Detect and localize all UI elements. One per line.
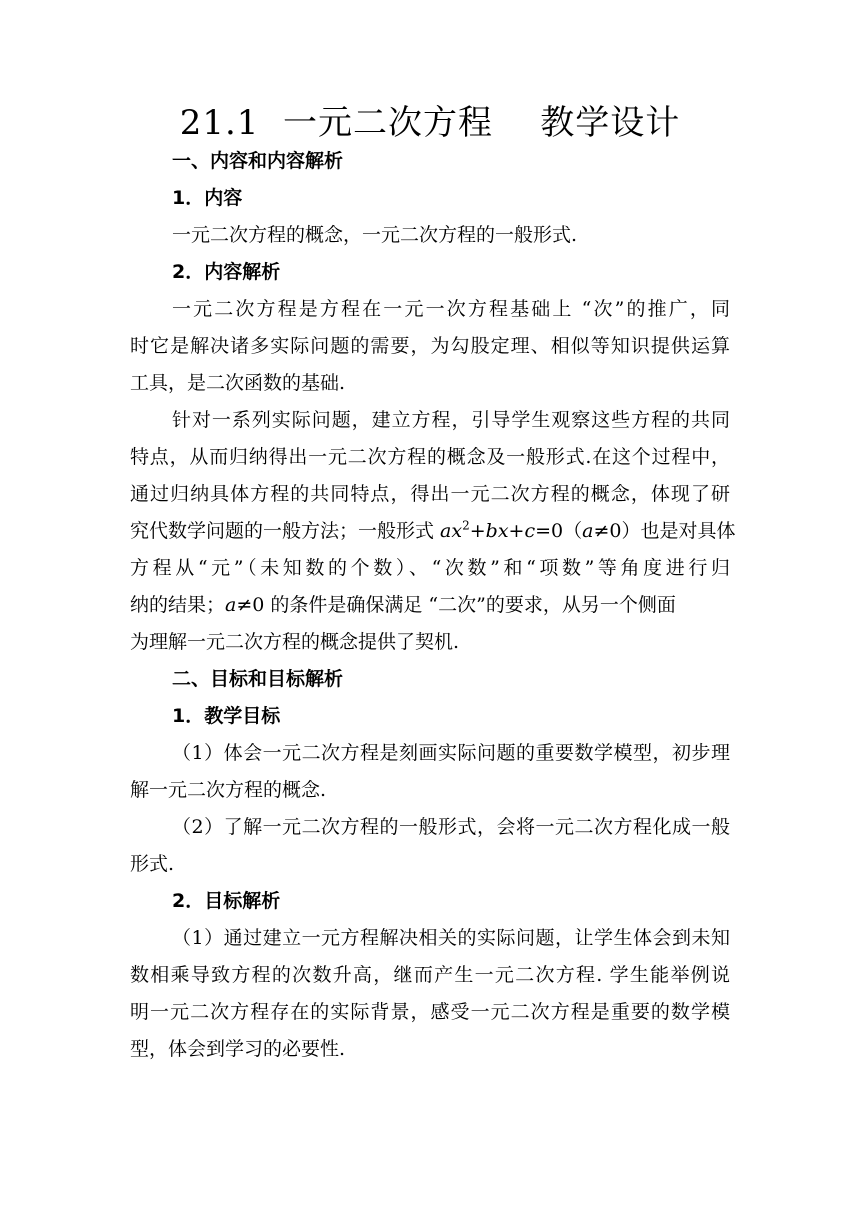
goal-line: （2）了解一元二次方程的一般形式，会将一元二次方程化成一般 [172, 816, 730, 838]
analysis-line: 型，体会到学习的必要性. [130, 1038, 346, 1060]
goal-line: （1）体会一元二次方程是刻画实际问题的重要数学模型，初步理 [172, 742, 730, 764]
paragraph-line: 特点，从而归纳得出一元二次方程的概念及一般形式.在这个过程中， [130, 446, 730, 468]
paragraph-line-condition [130, 592, 730, 618]
paragraph-line: 一元二次方程是方程在一元一次方程基础上 “次”的推广，同 [172, 298, 730, 320]
analysis-line: （1）通过建立一元方程解决相关的实际问题，让学生体会到未知 [172, 927, 730, 949]
section-heading-1: 一、内容和内容解析 [172, 150, 344, 172]
var-ax: ax [440, 520, 463, 542]
var-a: a [582, 520, 594, 542]
paragraph-line: 工具，是二次函数的基础. [130, 372, 346, 394]
subheading-content: 1．内容 [172, 187, 243, 209]
analysis-line: 数相乘导致方程的次数升高，继而产生一元二次方程. 学生能举例说 [130, 964, 730, 986]
plus-sign: + [508, 520, 525, 542]
content-text: 一元二次方程的概念，一元二次方程的一般形式. [172, 224, 578, 246]
text-segment: 纳的结果； [130, 594, 226, 616]
page-title: 21.1 一元二次方程 教学设计 [179, 103, 681, 143]
analysis-line: 明一元二次方程存在的实际背景，感受一元二次方程是重要的数学模 [130, 1001, 730, 1023]
paragraph-line: 时它是解决诸多实际问题的需要，为勾股定理、相似等知识提供运算 [130, 335, 730, 357]
section-heading-2: 二、目标和目标解析 [172, 668, 344, 690]
goal-line: 解一元二次方程的概念. [130, 779, 327, 801]
paragraph-line: 通过归纳具体方程的共同特点，得出一元二次方程的概念，体现了研 [130, 483, 730, 505]
text-segment: ≠0 的条件是确保满足 “二次”的要求，从另一个侧面 [236, 594, 676, 616]
var-a: a [225, 594, 237, 616]
exponent: 2 [462, 518, 470, 533]
paragraph-line: 为理解一元二次方程的概念提供了契机. [130, 631, 460, 653]
subheading-goal-analysis: 2．目标解析 [172, 890, 281, 912]
plus-sign: + [469, 520, 486, 542]
general-form-formula [440, 520, 563, 542]
var-bx: bx [485, 520, 509, 542]
var-c: c [524, 520, 536, 542]
paragraph-line: 方程从“元”（未知数的个数）、“次数”和“项数”等角度进行归 [130, 557, 730, 579]
paragraph-line-formula [130, 518, 736, 544]
subheading-content-analysis: 2．内容解析 [172, 261, 281, 283]
text-segment: （ [563, 520, 583, 542]
paragraph-line: 针对一系列实际问题，建立方程，引导学生观察这些方程的共同 [172, 409, 730, 431]
equals-zero: =0 [535, 520, 564, 542]
goal-line: 形式. [130, 853, 175, 875]
text-segment: 究代数学问题的一般方法；一般形式 [130, 520, 441, 542]
text-segment: ≠0）也是对具体 [593, 520, 736, 542]
subheading-teaching-goals: 1．教学目标 [172, 705, 281, 727]
